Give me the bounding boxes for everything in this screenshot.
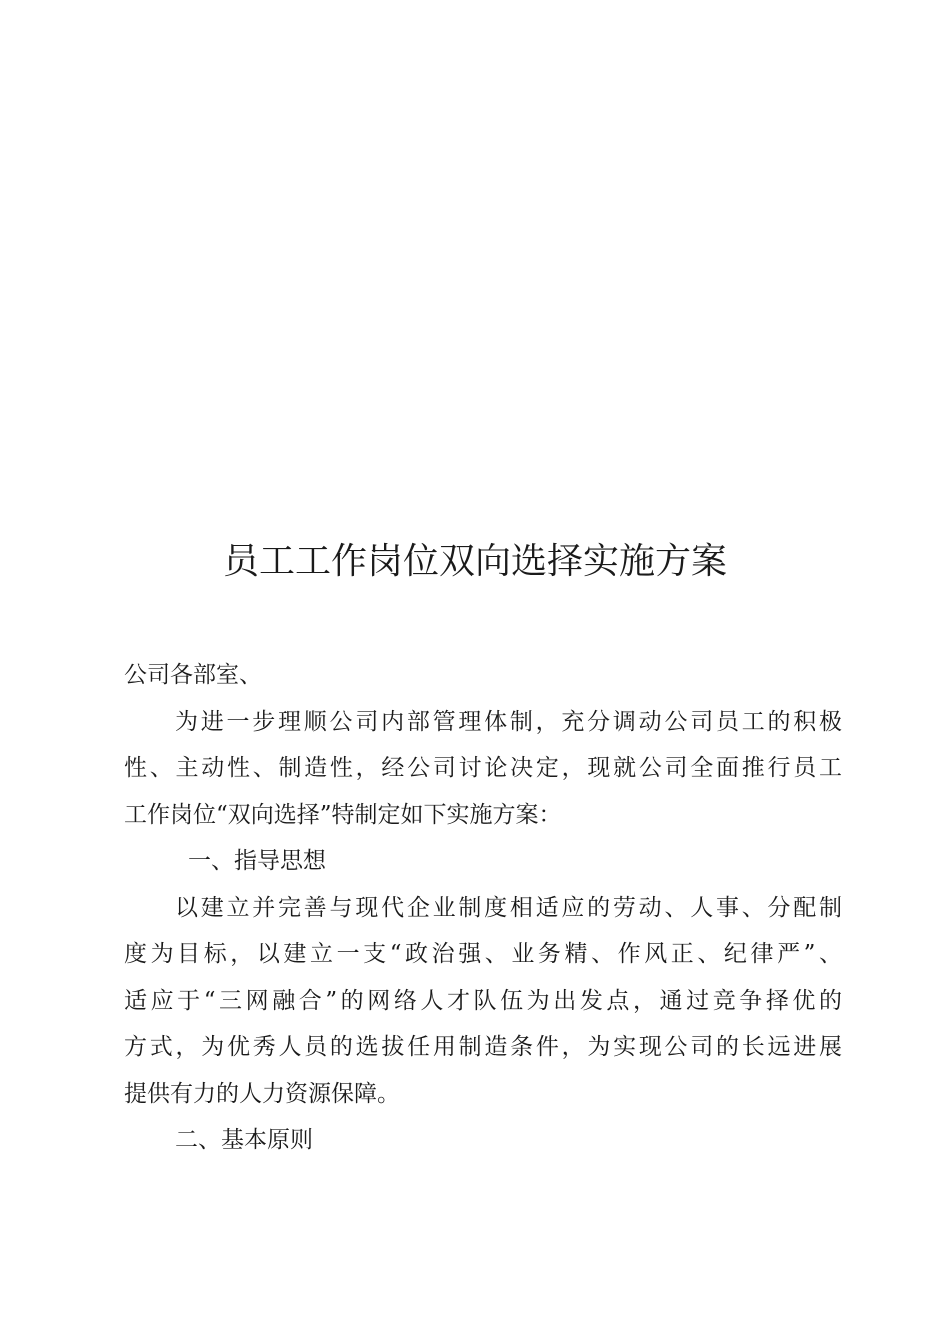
- section-heading: 二、基本原则: [175, 1127, 313, 1153]
- paragraph-line: 度为目标，以建立一支“政治强、业务精、作风正、纪律严”、: [124, 941, 842, 967]
- paragraph-line: 工作岗位“双向选择”特制定如下实施方案：: [124, 801, 562, 828]
- document-body: [124, 652, 842, 1164]
- paragraph-line: 为进一步理顺公司内部管理体制，充分调动公司员工的积极: [175, 708, 842, 735]
- section-heading: 一、指导思想: [188, 848, 326, 874]
- paragraph-line: 提供有力的人力资源保障。: [124, 1080, 400, 1107]
- paragraph-line: 适应于“三网融合”的网络人才队伍为出发点，通过竞争择优的: [124, 987, 842, 1014]
- paragraph-line: 方式，为优秀人员的选拔任用制造条件，为实现公司的长远进展: [124, 1034, 842, 1060]
- paragraph-line: 性、主动性、制造性，经公司讨论决定，现就公司全面推行员工: [124, 755, 842, 781]
- document-title: 员工工作岗位双向选择实施方案: [222, 541, 727, 582]
- salutation: 公司各部室、: [124, 662, 262, 688]
- paragraph-line: 以建立并完善与现代企业制度相适应的劳动、人事、分配制: [175, 894, 842, 921]
